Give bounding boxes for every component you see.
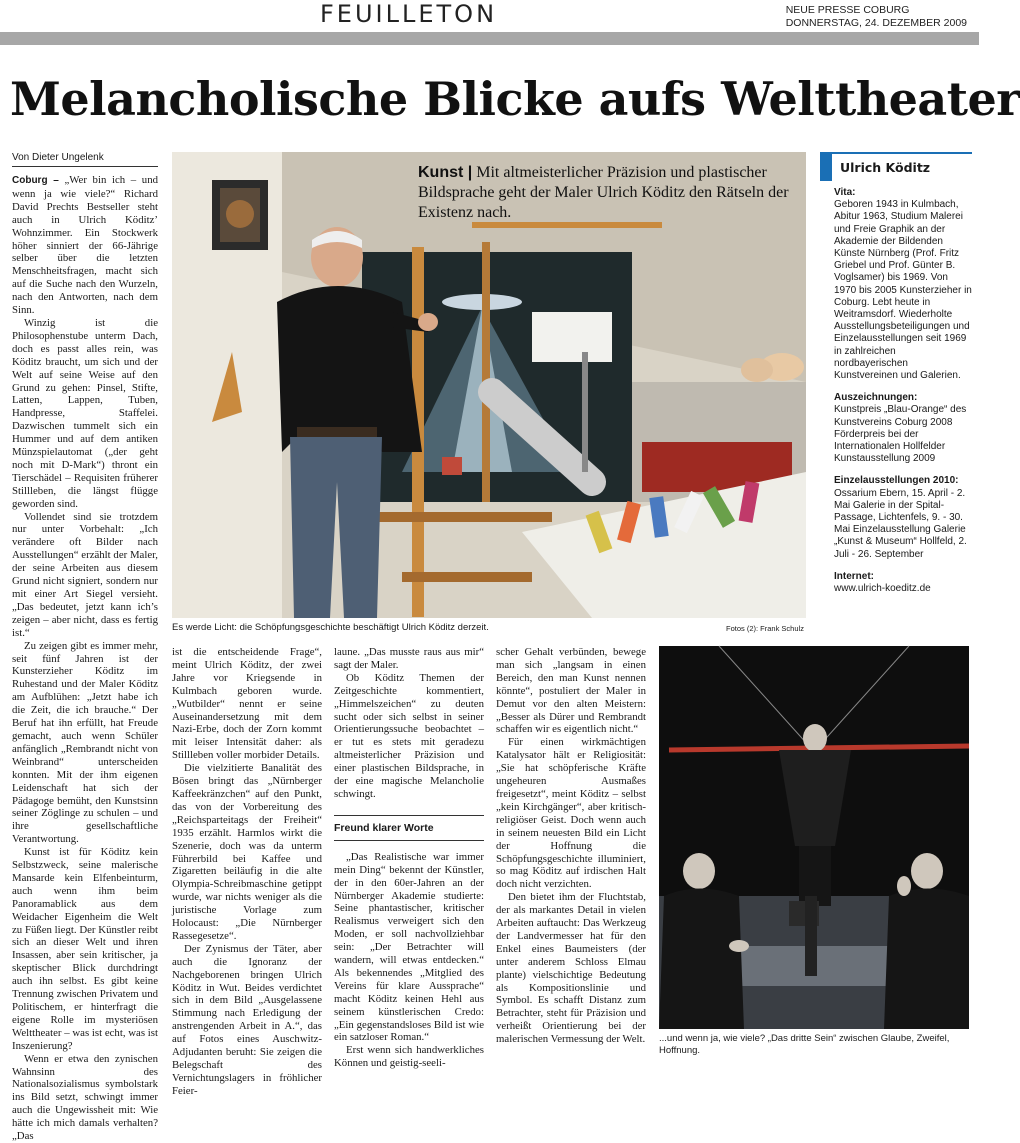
article-column-2 <box>172 646 322 1098</box>
info-vita <box>834 187 972 382</box>
info-internet <box>834 571 972 595</box>
paragraph: Für einen wirkmächtigen Katalysator hält er Religiosität: „Sie hat schöpferische Kräfte ungeheuren Ausmaßes freigesetzt“, meint Köditz – selbst „kein Kirchgänger“, aber kritisch-religiöser Geist. Doch wenn auch in seinem neuesten Bild ein Licht der Hoffnung die Schöpfungsgeschichte illuminiert, so mag Köditz auf irdischen Halt doch nicht verzichten. <box>496 736 646 891</box>
masthead-info <box>786 4 967 30</box>
subheading: Freund klarer Worte <box>334 815 484 841</box>
headline: Melancholische Blicke aufs Welttheater <box>10 72 1020 126</box>
paragraph <box>12 174 158 317</box>
painting-photo <box>659 646 969 1029</box>
info-awards <box>834 392 972 465</box>
paragraph: Vollendet sind sie trotzdem nur unter Vorbehalt: „Ich verändere oft Bilder nach Ausstellungen“ erzählt der Maler, der seine Arbeiten aus diesem Grund nicht signiert, sondern nur mit einer Art Siegel versieht. „Das bedeutet, jetzt kann ich’s zeigen – aber nicht, dass es fertig ist.“ <box>12 510 158 639</box>
paragraph: Kunst ist für Köditz kein Selbstzweck, seine malerische Mansarde kein Elfenbeinturm, auch wenn ihm beim Panoramablick aus dem Weidacher Eigenheim die Welt zu Füßen liegt. Der Künstler reibt sich an dieser Welt und ihren Insassen, aber sein kritischer, ja skeptischer Blick durchdringt auch ihn selbst. Es gibt keine Trennung zwischen Privatem und Politischem, er hinterfragt die eigene Rolle im mysteriösen Welttheater – was ist echt, was ist Inszenierung? <box>12 846 158 1052</box>
article-column-1 <box>12 174 158 1143</box>
article-teaser <box>418 163 804 223</box>
paragraph: ist die entscheidende Frage“, meint Ulrich Köditz, der zwei Jahre vor Kriegsende in Kulmbach geboren wurde. „Wutbilder“ nennt er seine Auseinandersetzung mit dem Nazi-Erbe, doch der Zorn kommt mit leiser Intensität daher: als Stillleben voller morbider Details. <box>172 646 322 762</box>
dateline: Coburg – <box>12 175 59 186</box>
paragraph: Den bietet ihm der Fluchtstab, der als markantes Detail in vielen Arbeiten auftaucht: Das Werkzeug der Landvermesser hat für den Enkel eines Baumeisters (der unter anderem Schloss Elmau plante) vielschichtige Bedeutung als Kompositionslinie und Symbol. Es schafft Distanz zum Betrachter, steht für Präzision und verheißt Orientierung bei der malerischen Vermessung der Welt. <box>496 891 646 1046</box>
info-text: Ossarium Ebern, 15. April - 2. Mai Galerie in der Spital-Passage, Lichtenfels, 9. - 30. Mai Einzelausstellung Galerie „Kunst & Museum“ Hollfeld, 2. Juli - 26. September <box>834 487 967 560</box>
byline: Von Dieter Ungelenk <box>12 152 158 167</box>
info-exhibitions <box>834 475 972 560</box>
teaser-keyword: Kunst | <box>418 164 473 181</box>
info-box-body <box>820 187 972 595</box>
info-label: Einzelausstellungen 2010: <box>834 475 959 487</box>
teaser-text: Mit altmeisterlicher Präzision und plastischer Bildsprache geht der Maler Ulrich Köditz den Rätseln der Existenz nach. <box>418 164 789 221</box>
info-box-title: Ulrich Köditz <box>820 152 972 181</box>
paragraph: „Das Realistische war immer mein Ding“ bekennt der Künstler, der in den 60er-Jahren an der Nürnberger Akademie studierte: Seine phantastischer, kritischer Realismus verweigert sich den Moden, er soll nachvollziehbar sein: „Der Betrachter will wandern, will etwas entdecken.“ Als bekennendes „Mitglied des Vereins für klare Aussprache“ macht Köditz keinen Hehl aus seinem künstlerischen Credo: „Ein gegenstandsloses Bild ist wie ein satzloser Roman.“ <box>334 850 484 1044</box>
article-column-3 <box>334 646 484 1070</box>
paragraph: Erst wenn sich handwerkliches Können und geistig-seeli- <box>334 1044 484 1070</box>
paragraph: Wenn er etwa den zynischen Wahnsinn des Nationalsozialismus symbolstark ins Bild setzt, schwingt immer auch die Ungewissheit mit: Wie hätte ich mich damals verhalten? „Das <box>12 1052 158 1143</box>
article-column-4 <box>496 646 646 1046</box>
paragraph: laune. „Das musste raus aus mir“ sagt der Maler. <box>334 646 484 671</box>
header-bar <box>0 32 979 45</box>
painting-caption: ...und wenn ja, wie viele? „Das dritte Sein“ zwischen Glaube, Zweifel, Hoffnung. <box>659 1033 950 1056</box>
issue-date: DONNERSTAG, 24. DEZEMBER 2009 <box>785 17 967 29</box>
paragraph-text: „Wer bin ich – und wenn ja wie viele?“ Richard David Prechts Bestseller steht auch in Ulrich Köditz’ Wohnzimmer. Ein Stockwerk höher sinniert der 66-Jährige selber über die letzten Menschheitsfragen, macht sich auf die Suche nach den Wurzeln, nach den Antworten, nach dem Sinn. <box>12 174 158 317</box>
paragraph: Die vielzitierte Banalität des Bösen bringt das „Nürnberger Kaffeekränzchen“ auf den Punkt, das von der Vorbereitung des „Reichsparteitags der Freiheit“ 1935 erzählt. Harmlos wirkt die Szenerie, doch was da unterm Führerbild bei Kaffee und Zigaretten beiläufig in die alte Olympia-Schreibmaschine getippt wurde, war nichts weniger als die juristische Vorlage zum Holocaust: „Die Nürnberger Rassegesetze“. <box>172 762 322 942</box>
website-link[interactable]: www.ulrich-koeditz.de <box>834 583 931 595</box>
info-text: Geboren 1943 in Kulmbach, Abitur 1963, Studium Malerei und Freie Graphik an der Akademie der Bildenden Künste Nürnberg (Prof. Fritz Griebel und Prof. Günter B. Voglsamer) bis 1969. Von 1970 bis 2005 Kunsterzieher in Coburg. Lebt heute in Weitramsdorf. Wiederholte Ausstellungsbeteiligungen und Einzelausstellungen seit 1969 in zahlreichen nordbayerischen Kunstvereinen und Galerien. <box>834 199 972 382</box>
paragraph: Zu zeigen gibt es immer mehr, seit fünf Jahren ist der Kunsterzieher Köditz im Ruhestand und der Maler Köditz am Aufblühen: „Jetzt habe ich die Zeit, die ich brauche.“ Der Beruf hat ihn erfüllt, hat Freude gemacht, auch wenn Schüler anfänglich „Rembrandt nicht von Weinbrand“ unterscheiden konnten. Mit der ihm eigenen Leidenschaft hat sich der Pädagoge bemüht, den Kunstsinn seiner Zöglinge zu schulen – und ihre gesellschaftliche Verantwortung. <box>12 639 158 846</box>
info-label: Auszeichnungen: <box>834 392 918 404</box>
photo-credit: Fotos (2): Frank Schulz <box>726 624 804 633</box>
info-label: Internet: <box>834 570 874 582</box>
artist-info-box <box>820 152 972 605</box>
paragraph: scher Gehalt verbünden, bewege man sich „langsam in einen Bereich, den man Kunst nennen könnte“, postuliert der Maler in Demut vor den alten Meistern: „Besser als Dürer und Rembrandt schaffen wir es eigentlich nicht.“ <box>496 646 646 736</box>
paragraph: Ob Köditz Themen der Zeitgeschichte kommentiert, „Himmelszeichen“ zu deuten sucht oder sich selbst in seiner Orientierungssuche beobachtet – er tut es stets mit geradezu altmeisterlicher Präzision und einer plastischen Bildsprache, in der eine magische Melancholie schwingt. <box>334 671 484 800</box>
info-label: Vita: <box>834 187 856 198</box>
photo-caption: Es werde Licht: die Schöpfungsgeschichte beschäftigt Ulrich Köditz derzeit. <box>172 622 489 633</box>
paragraph: Winzig ist die Philosophenstube unterm Dach, doch es passt alles rein, was Köditz braucht, um sich und der Welt auf seine Weise auf den Grund zu gehen: Pinsel, Stifte, Latten, Lappen, Tuben, Handpresse, Staffelei. Dazwischen tummelt sich ein Hummer und auf dem antiken Münzspielautomat („der geht noch mit D-Mark“) thront ein Tierschädel – Requisiten früherer Stillleben, die längst flügge geworden sind. <box>12 316 158 510</box>
newspaper-name: NEUE PRESSE COBURG <box>785 4 910 16</box>
info-text: Kunstpreis „Blau-Orange“ des Kunstvereins Coburg 2008 Förderpreis bei der Internationalen Hollfelder Kunstausstellung 2009 <box>834 404 967 465</box>
paragraph: Der Zynismus der Täter, aber auch die Ignoranz der Nachgeborenen bringen Ulrich Köditz in Wut. Beides verdichtet sich in dem Bild „Ausgelassene Stimmung nach Erledigung der anstrengenden Arbeit in A.“, das auf Fotos eines Auschwitz-Adjudanten beruht: Sie zeigen die Belegschaft des Vernichtungslagers in fröhlicher Feier- <box>172 942 322 1097</box>
section-title: FEUILLETON <box>320 0 498 28</box>
